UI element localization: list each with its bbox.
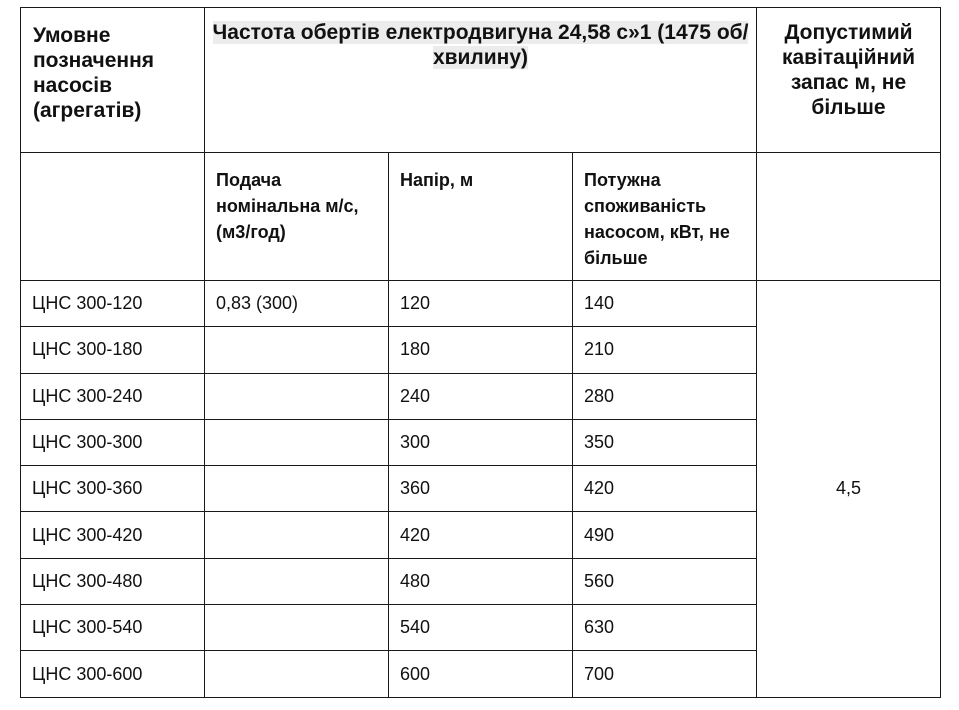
header-cavitation-reserve-label: Допустимий кавітаційний запас м, не більше: [781, 21, 916, 119]
header-motor-speed: [205, 8, 757, 153]
subheader-row: [21, 153, 941, 281]
head-cell: 120: [389, 281, 573, 327]
table-row: [21, 281, 941, 327]
header-cavitation-reserve: [757, 8, 941, 153]
pump-name-cell: ЦНС 300-180: [21, 327, 205, 373]
power-cell: 210: [573, 327, 757, 373]
power-cell: 700: [573, 651, 757, 697]
pump-name-cell: ЦНС 300-120: [21, 281, 205, 327]
power-cell: 140: [573, 281, 757, 327]
pump-name-cell: ЦНС 300-420: [21, 512, 205, 558]
head-cell: 540: [389, 605, 573, 651]
flow-cell: [205, 327, 389, 373]
flow-cell: [205, 466, 389, 512]
flow-cell: [205, 419, 389, 465]
subheader-empty-right: [757, 153, 941, 281]
power-cell: 280: [573, 373, 757, 419]
head-cell: 180: [389, 327, 573, 373]
subheader-empty-left: [21, 153, 205, 281]
flow-cell: [205, 605, 389, 651]
subheader-power: Потужна споживаність насосом, кВт, не більше: [573, 153, 757, 281]
power-cell: 560: [573, 558, 757, 604]
header-motor-speed-label: Частота обертів електродвигуна 24,58 с»1 (1475 об/хвилину): [212, 21, 749, 69]
pump-name-cell: ЦНС 300-480: [21, 558, 205, 604]
flow-cell: [205, 651, 389, 697]
subheader-flow: Подача номінальна м/с, (м3/год): [205, 153, 389, 281]
header-pump-designation: [21, 8, 205, 153]
pump-name-cell: ЦНС 300-540: [21, 605, 205, 651]
flow-cell: [205, 558, 389, 604]
flow-cell: [205, 373, 389, 419]
pump-name-cell: ЦНС 300-240: [21, 373, 205, 419]
head-cell: 360: [389, 466, 573, 512]
header-pump-designation-label: Умовне позначення насосів (агрегатів): [33, 24, 155, 122]
header-row: [21, 8, 941, 153]
head-cell: 300: [389, 419, 573, 465]
power-cell: 350: [573, 419, 757, 465]
subheader-head: Напір, м: [389, 153, 573, 281]
pump-spec-table: [20, 7, 941, 698]
head-cell: 600: [389, 651, 573, 697]
head-cell: 420: [389, 512, 573, 558]
pump-name-cell: ЦНС 300-600: [21, 651, 205, 697]
power-cell: 630: [573, 605, 757, 651]
cavitation-value-cell: 4,5: [757, 281, 941, 698]
head-cell: 480: [389, 558, 573, 604]
flow-cell: [205, 512, 389, 558]
flow-cell: 0,83 (300): [205, 281, 389, 327]
power-cell: 420: [573, 466, 757, 512]
pump-name-cell: ЦНС 300-300: [21, 419, 205, 465]
head-cell: 240: [389, 373, 573, 419]
pump-name-cell: ЦНС 300-360: [21, 466, 205, 512]
power-cell: 490: [573, 512, 757, 558]
